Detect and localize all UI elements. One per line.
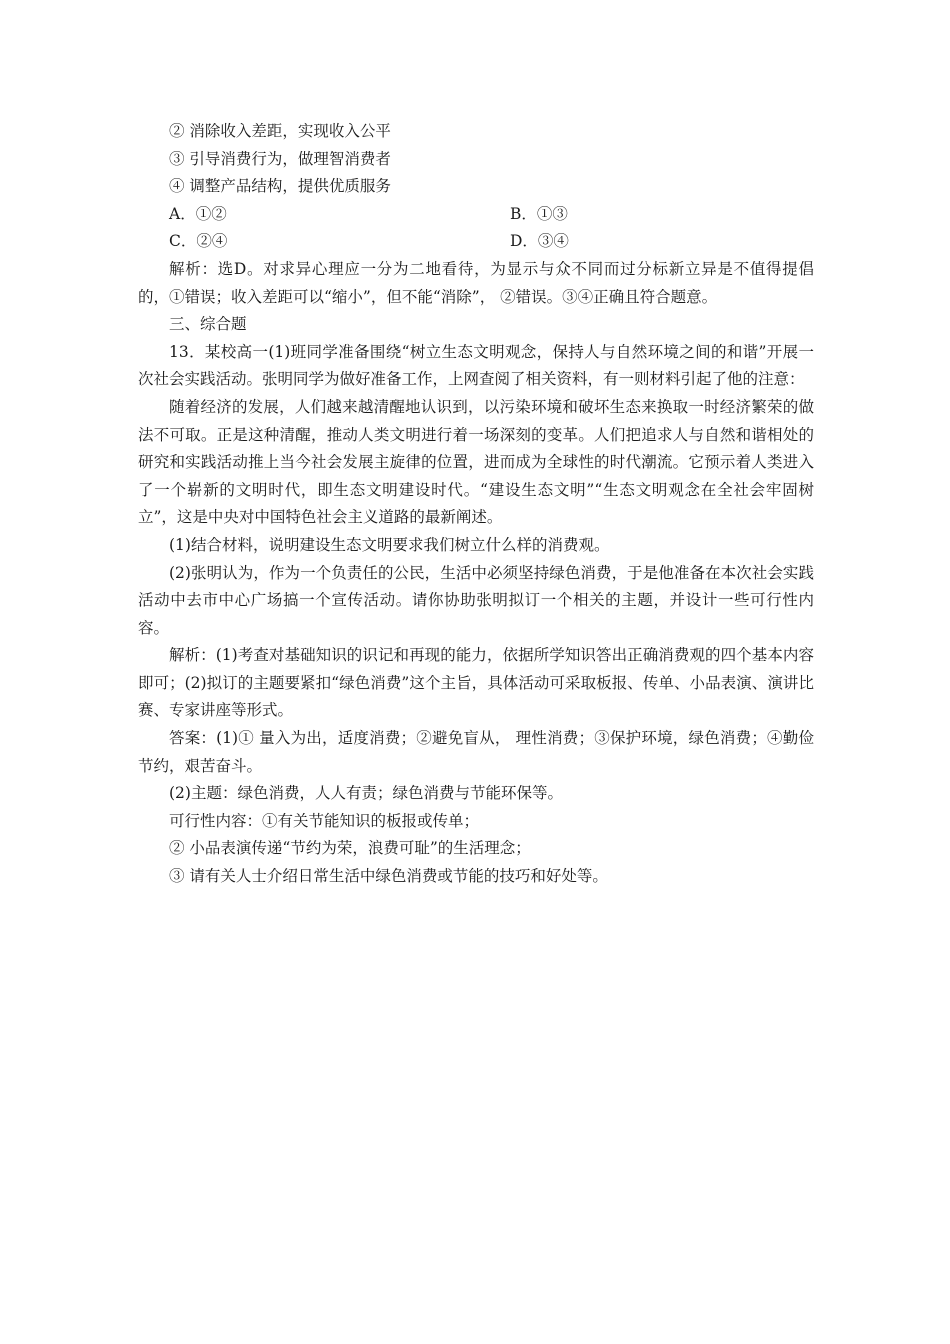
section-title: 三、综合题 xyxy=(169,315,247,334)
question-13-sub2: (2)张明认为，作为一个负责任的公民，生活中必须坚持绿色消费，于是他准备在本次社会实践活动中去市中心广场搞一个宣传活动。请你协助张明拟订一个相关的主题，并设计一些可行性内容。 xyxy=(138,563,814,637)
question-13-sub1: (1)结合材料，说明建设生态文明要求我们树立什么样的消费观。 xyxy=(169,535,610,554)
question-13-answer2: (2)主题：绿色消费，人人有责；绿色消费与节能环保等。 xyxy=(169,784,563,803)
question-13-intro: 13．某校高一(1)班同学准备围绕“树立生态文明观念，保持人与自然环境之间的和谐”开展一次社会实践活动。张明同学为做好准备工作，上网查阅了相关资料，有一则材料引起了他的注意： xyxy=(138,342,814,389)
choice-item-4: ④ 调整产品结构，提供优质服务 xyxy=(169,177,391,196)
page-content xyxy=(138,118,814,891)
option-c: C．②④ xyxy=(169,232,228,251)
feasible-content-2: ② 小品表演传递“节约为荣，浪费可耻”的生活理念； xyxy=(169,839,531,858)
option-b: B．①③ xyxy=(510,204,568,223)
feasible-content-1: 可行性内容：①有关节能知识的板报或传单； xyxy=(169,811,480,830)
option-d: D．③④ xyxy=(510,232,569,251)
question-13-material: 随着经济的发展，人们越来越清醒地认识到，以污染环境和破坏生态来换取一时经济繁荣的做法不可取。正是这种清醒，推动人类文明进行着一场深刻的变革。人们把追求人与自然和谐相处的研究和实践活动推上当今社会发展主旋律的位置，进而成为全球性的时代潮流。它预示着人类进入了一个崭新的文明时代，即生态文明建设时代。“建设生态文明”“生态文明观念在全社会牢固树立”，这是中央对中国特色社会主义道路的最新阐述。 xyxy=(138,397,814,527)
question-13-answer1: 答案：(1)① 量入为出，适度消费；②避免盲从， 理性消费；③保护环境，绿色消费；④勤俭节约，艰苦奋斗。 xyxy=(138,729,814,775)
analysis-q12: 解析：选D。对求异心理应一分为二地看待，为显示与众不同而过分标新立异是不值得提倡的，①错误；收入差距可以“缩小”，但不能“消除”， ②错误。③④正确且符合题意。 xyxy=(138,259,814,306)
options-row-1 xyxy=(138,201,814,229)
option-a: A．①② xyxy=(169,204,227,223)
question-13-analysis: 解析：(1)考查对基础知识的识记和再现的能力，依据所学知识答出正确消费观的四个基本内容即可；(2)拟订的主题要紧扣“绿色消费”这个主旨，具体活动可采取板报、传单、小品表演、演讲比赛、专家讲座等形式。 xyxy=(138,646,814,720)
choice-item-3: ③ 引导消费行为，做理智消费者 xyxy=(169,149,391,168)
feasible-content-3: ③ 请有关人士介绍日常生活中绿色消费或节能的技巧和好处等。 xyxy=(169,867,608,886)
options-row-2 xyxy=(138,228,814,256)
choice-item-2: ② 消除收入差距，实现收入公平 xyxy=(169,122,391,140)
